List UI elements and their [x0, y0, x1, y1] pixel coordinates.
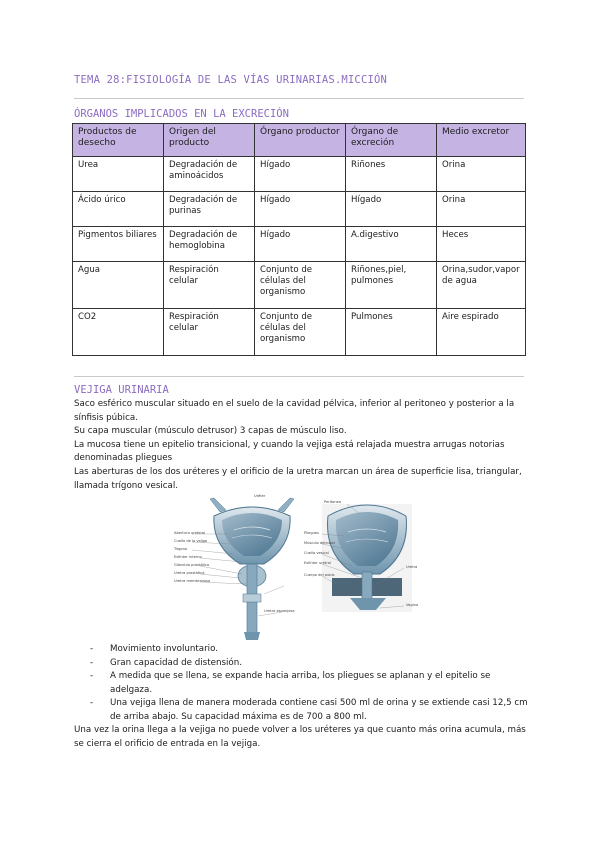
list-item-text: Movimiento involuntario.	[110, 644, 219, 654]
list-item-text: A medida que se llena, se expande hacia arriba, los pliegues se aplanan y el epitelio se adelgaza.	[110, 671, 491, 695]
figure-label: Cuello de la vejiga	[174, 539, 208, 543]
table-cell: CO2	[73, 309, 164, 356]
column-header: Medio excretor	[437, 124, 526, 157]
table-cell: Hígado	[255, 227, 346, 262]
table-cell: Degradación de hemoglobina	[164, 227, 255, 262]
table-cell: Degradación de purinas	[164, 192, 255, 227]
figure-label: Trígono	[174, 547, 188, 551]
closing-paragraph: Una vez la orina llega a la vejiga no puede volver a los uréteres ya que cuanto más orina acumula, más se cierra el orificio de entrada en la vejiga.	[74, 725, 526, 749]
figure-label: Esfínter uretral	[304, 561, 331, 565]
table-cell: Orina	[437, 192, 526, 227]
figure-label: Cuerpo del pubis	[304, 573, 335, 577]
figure-label: Esfínter interno	[174, 555, 202, 559]
table-cell: Respiración celular	[164, 309, 255, 356]
table-cell: Respiración celular	[164, 262, 255, 309]
paragraph: Saco esférico muscular situado en el suelo de la cavidad pélvica, inferior al peritoneo y posterior a la sínfisis púbica.	[74, 399, 515, 423]
page-title: TEMA 28:FISIOLOGÍA DE LAS VÍAS URINARIAS.MICCIÓN	[74, 74, 388, 86]
figure-label: Vagina	[406, 603, 419, 607]
figure-label: Cuello vesical	[304, 551, 329, 555]
table-cell: Agua	[73, 262, 164, 309]
list-item-text: Gran capacidad de distensión.	[110, 657, 242, 668]
bladder-properties-list	[90, 643, 530, 725]
table-cell: Conjunto de células del organismo	[255, 309, 346, 356]
table-cell: Conjunto de células del organismo	[255, 262, 346, 309]
table-cell: Heces	[437, 227, 526, 262]
paragraph: La mucosa tiene un epitelio transicional, y cuando la vejiga está relajada muestra arrugas notorias denominadas pliegues	[74, 439, 505, 464]
table-cell: A.digestivo	[346, 227, 437, 262]
figure-label: Uretra prostática	[174, 571, 205, 575]
section-heading-vejiga: VEJIGA URINARIA	[74, 384, 169, 396]
section-heading-organos: ÓRGANOS IMPLICADOS EN LA EXCRECIÓN	[74, 108, 289, 120]
figure-label: Uretra	[406, 565, 418, 569]
column-header: Origen del producto	[164, 124, 255, 157]
figure-label: Uretra membranosa	[174, 579, 211, 583]
divider	[74, 376, 524, 377]
paragraph: Las aberturas de los dos uréteres y el orificio de la uretra marcan un área de superficie lisa, triangular, llamada trígono vesical.	[74, 466, 522, 491]
figure-label: Uréter	[254, 494, 266, 498]
paragraph: Su capa muscular (músculo detrusor) 3 capas de músculo liso.	[74, 426, 347, 437]
figure-label: Abertura ureteral	[174, 531, 206, 535]
list-item: - A medida que se llena, se expande hacia arriba, los pliegues se aplanan y el epitelio se adelgaza.	[90, 671, 491, 695]
table-cell: Pigmentos biliares	[73, 227, 164, 262]
excretion-table	[72, 123, 526, 356]
figure-label: Músculo detrusor	[304, 541, 336, 545]
table-cell: Riñones,piel, pulmones	[346, 262, 437, 309]
column-header: Productos de desecho	[73, 124, 164, 157]
table-row	[73, 192, 526, 227]
female-bladder-illustration	[304, 500, 418, 612]
table-cell: Urea	[73, 157, 164, 192]
column-header: Órgano de excreción	[346, 124, 437, 157]
table-row	[73, 157, 526, 192]
male-bladder-illustration	[173, 494, 295, 640]
list-item: - Una vejiga llena de manera moderada contiene casi 500 ml de orina y se extiende casi 12,5 cm de arriba abajo. Su capacidad máxima es de 700 a 800 ml.	[90, 698, 528, 722]
table-row	[73, 309, 526, 356]
vejiga-description	[74, 398, 530, 493]
table-cell: Aire espirado	[437, 309, 526, 356]
list-item: - Gran capacidad de distensión.	[90, 657, 242, 668]
table-cell: Orina,sudor,vapor de agua	[437, 262, 526, 309]
table-cell: Hígado	[255, 157, 346, 192]
table-cell: Riñones	[346, 157, 437, 192]
table-cell: Pulmones	[346, 309, 437, 356]
table-cell: Ácido úrico	[73, 192, 164, 227]
table-cell: Degradación de aminoácidos	[164, 157, 255, 192]
list-item: - Movimiento involuntario.	[90, 644, 219, 654]
table-cell: Hígado	[346, 192, 437, 227]
table-cell: Orina	[437, 157, 526, 192]
column-header: Órgano productor	[255, 124, 346, 157]
figure-label: Pliegues	[304, 531, 320, 535]
figure-label: Peritoneo	[324, 500, 342, 504]
divider	[74, 98, 524, 99]
table-row	[73, 227, 526, 262]
table-header-row	[73, 124, 526, 157]
bladder-anatomy-figure	[172, 494, 430, 642]
figure-label: Uretra esponjosa	[264, 609, 295, 613]
table-row	[73, 262, 526, 309]
figure-label: Glándula prostática	[174, 563, 210, 567]
table-cell: Hígado	[255, 192, 346, 227]
list-item-text: Una vejiga llena de manera moderada contiene casi 500 ml de orina y se extiende casi 12,5 cm de arriba abajo. Su capacidad máxima es de 700 a 800 ml.	[110, 698, 528, 722]
